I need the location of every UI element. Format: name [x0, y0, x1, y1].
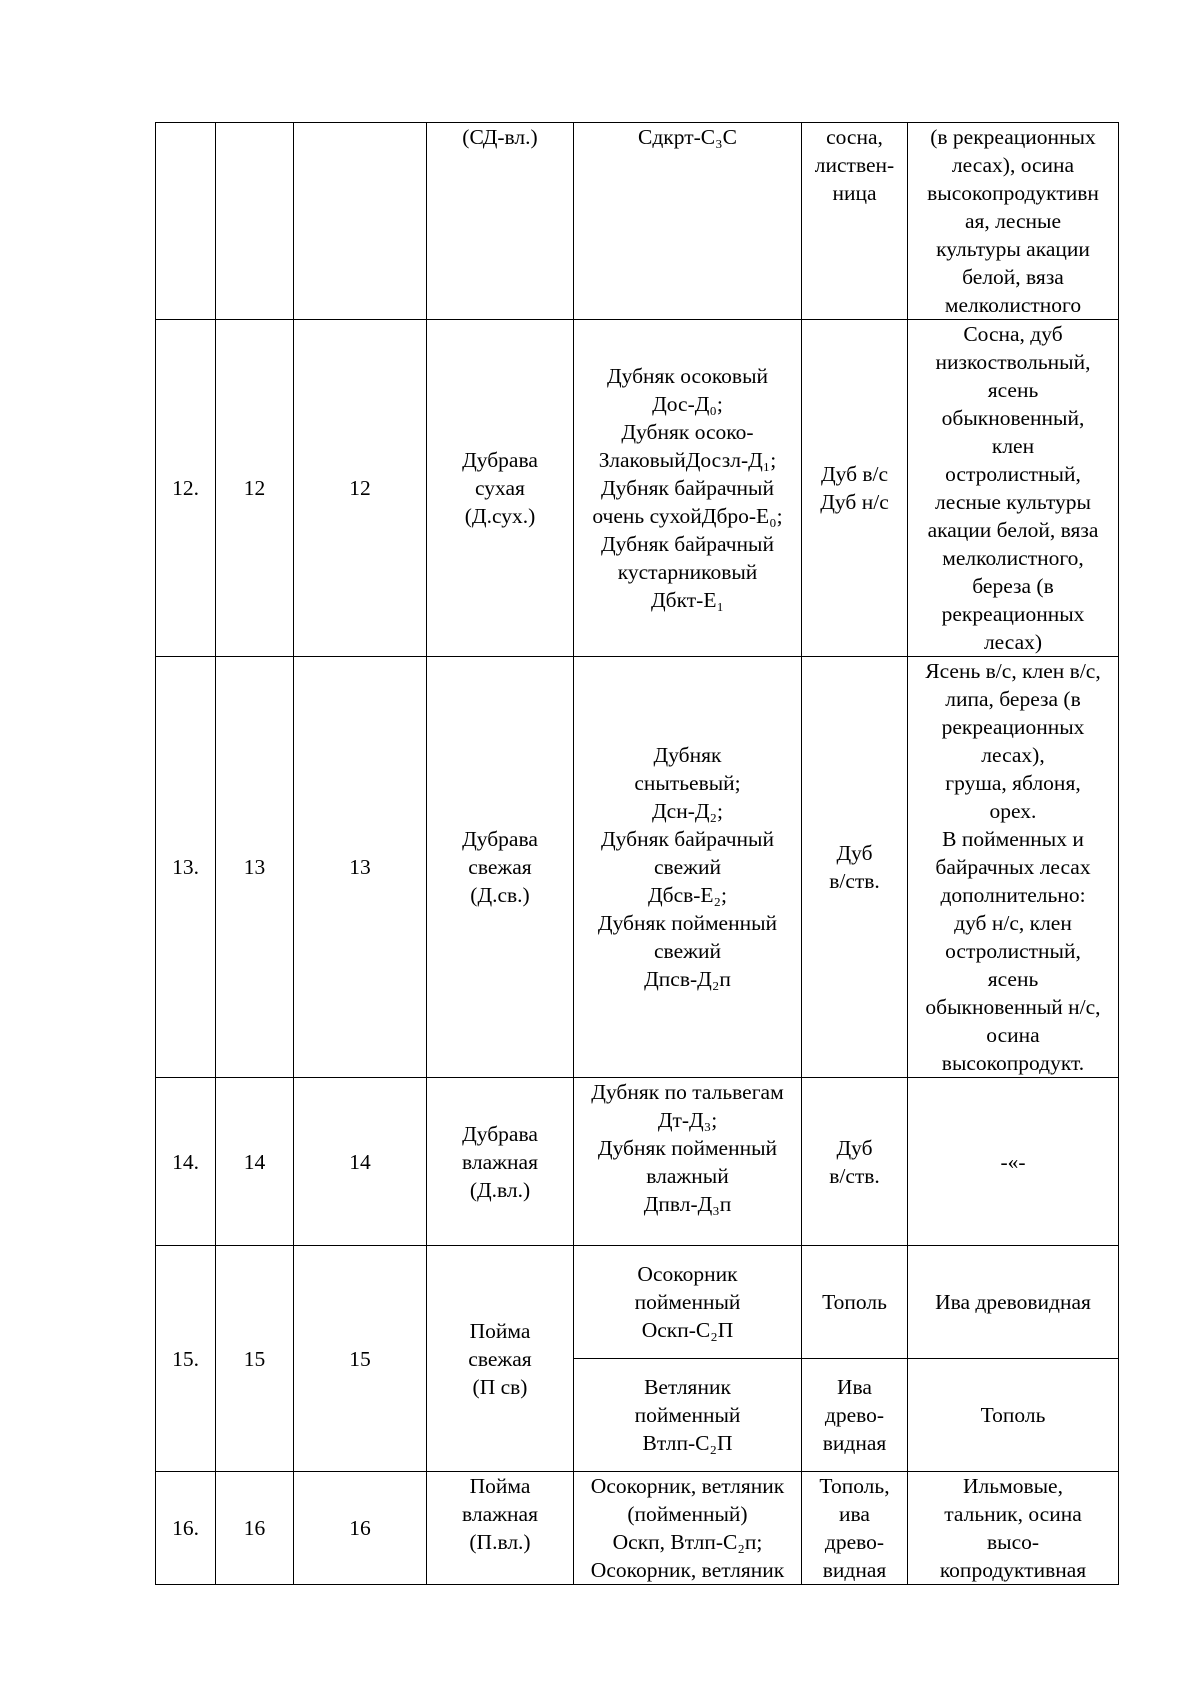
cell-text-line: береза (в: [972, 574, 1054, 598]
cell-text-line: ница: [832, 181, 877, 205]
cell-text-line: осина: [986, 1023, 1040, 1047]
cell-text-line: Дпвл-Д₃п: [643, 1192, 732, 1216]
cell-text-line: Дубрава: [462, 827, 538, 851]
forest-type-cell: [427, 1246, 574, 1472]
cell-text-line: Ильмовые,: [963, 1474, 1063, 1498]
cell-text-line: рекреационных: [941, 715, 1085, 739]
row-number-cell: 14.: [156, 1078, 216, 1246]
cell-text-line: Дт-Д₃;: [657, 1108, 718, 1132]
code-cell: 16: [216, 1472, 294, 1585]
cell-text-line: лесные культуры: [935, 490, 1091, 514]
cell-text-line: обыкновенный н/с,: [925, 995, 1101, 1019]
cell-text-line: Дуб в/с: [820, 462, 889, 486]
secondary-species-cell: [908, 1359, 1119, 1472]
cell-text-line: влажная: [462, 1149, 538, 1174]
main-species-cell: [802, 1472, 908, 1585]
cell-text-line: высокопродуктивн: [927, 181, 1099, 205]
table-row: [156, 1246, 1119, 1359]
forest-type-cell: [427, 123, 574, 320]
secondary-species-cell: [908, 320, 1119, 657]
cell-text-line: Тополь: [822, 1290, 887, 1314]
row-number-cell: 13.: [156, 657, 216, 1078]
cell-text-line: Оскп-С₂П: [641, 1318, 734, 1342]
code-cell: [294, 123, 427, 320]
cell-text-line: Пойма: [469, 1318, 531, 1343]
code-cell: 14: [216, 1078, 294, 1246]
cell-text-line: древо-: [824, 1530, 885, 1554]
table-row: [156, 320, 1119, 657]
cell-text-line: видная: [822, 1431, 887, 1455]
cell-text-line: (П св): [472, 1374, 528, 1399]
cell-text-line: Ива древовидная: [935, 1290, 1091, 1314]
cell-text-line: пойменный: [634, 1290, 741, 1314]
secondary-species-cell: [908, 657, 1119, 1078]
code-cell: 16: [294, 1472, 427, 1585]
main-species-cell: [802, 1078, 908, 1246]
forest-types-table: [155, 122, 1119, 1585]
cell-text-line: листвен-: [814, 153, 895, 177]
cell-text-line: (в рекреационных: [930, 125, 1096, 149]
cell-text-line: Ветляник: [644, 1375, 731, 1399]
cell-text-line: Оскп, Втлп-С₂п;: [612, 1530, 763, 1554]
cell-text-line: ясень: [987, 378, 1039, 402]
main-species-cell: [802, 1246, 908, 1359]
cell-text-line: (Д.сух.): [464, 504, 536, 528]
cell-text-line: Дубняк байрачный: [601, 827, 774, 851]
cell-text-line: очень сухойДбро-Е₀;: [592, 504, 783, 528]
cell-text-line: сосна,: [826, 125, 883, 149]
main-species-cell: [802, 1359, 908, 1472]
cell-text-line: Дубрава: [462, 448, 538, 472]
cell-text-line: орех.: [989, 799, 1037, 823]
subtype-cell: [574, 1246, 802, 1359]
cell-text-line: Дубрава: [462, 1121, 538, 1146]
cell-text-line: Дос-Д₀;: [652, 392, 723, 416]
cell-text-line: Дубняк пойменный: [597, 911, 778, 935]
code-cell: 15: [216, 1246, 294, 1472]
cell-text-line: Сдкрт-С₃С: [638, 125, 737, 149]
cell-text-line: свежий: [654, 939, 721, 963]
cell-text-line: копродуктивная: [939, 1558, 1087, 1582]
cell-text-line: (пойменный): [627, 1502, 748, 1526]
cell-text-line: Втлп-С₂П: [642, 1431, 733, 1455]
code-cell: 13: [216, 657, 294, 1078]
cell-text-line: в/ств.: [829, 869, 880, 893]
cell-text-line: Тополь,: [819, 1474, 890, 1498]
cell-text-line: влажная: [462, 1502, 538, 1526]
subtype-cell: [574, 1472, 802, 1585]
cell-text-line: древо-: [824, 1403, 885, 1427]
subtype-cell: [574, 1078, 802, 1246]
cell-text-line: Дбсв-Е₂;: [647, 883, 728, 907]
cell-text-line: -«-: [1000, 1149, 1026, 1174]
cell-text-line: Дубняк пойменный: [597, 1136, 778, 1160]
cell-text-line: кустарниковый: [617, 560, 758, 584]
cell-text-line: в/ств.: [829, 1163, 880, 1188]
cell-text-line: ива: [839, 1502, 870, 1526]
cell-text-line: мелколистного,: [942, 546, 1084, 570]
cell-text-line: клен: [991, 434, 1035, 458]
cell-text-line: высо-: [986, 1530, 1040, 1554]
cell-text-line: высокопродукт.: [941, 1051, 1085, 1075]
cell-text-line: тальник, осина: [944, 1502, 1082, 1526]
cell-text-line: Тополь: [980, 1403, 1046, 1427]
code-cell: 13: [294, 657, 427, 1078]
cell-text-line: Сосна, дуб: [963, 322, 1063, 346]
code-cell: 15: [294, 1246, 427, 1472]
secondary-species-cell: [908, 1078, 1119, 1246]
cell-text-line: Дуб: [836, 841, 873, 865]
cell-text-line: Дпсв-Д₂п: [644, 967, 731, 991]
row-number-cell: 12.: [156, 320, 216, 657]
cell-text-line: (Д.вл.): [469, 1177, 531, 1202]
cell-text-line: свежий: [654, 855, 721, 879]
code-cell: 12: [294, 320, 427, 657]
row-number-cell: 16.: [156, 1472, 216, 1585]
cell-text-line: снытьевый;: [634, 771, 741, 795]
cell-text-line: мелколистного: [944, 293, 1082, 317]
cell-text-line: Дубняк байрачный: [601, 476, 774, 500]
cell-text-line: Дбкт-Е₁: [651, 588, 724, 612]
cell-text-line: ясень: [987, 967, 1039, 991]
cell-text-line: свежая: [468, 1346, 532, 1371]
cell-text-line: пойменный: [634, 1403, 741, 1427]
cell-text-line: байрачных лесах: [935, 855, 1091, 879]
subtype-cell: [574, 320, 802, 657]
cell-text-line: Пойма: [469, 1474, 531, 1498]
cell-text-line: Осокорник, ветляник: [590, 1558, 785, 1582]
cell-text-line: груша, яблоня,: [945, 771, 1081, 795]
cell-text-line: Дубняк осоко-: [621, 420, 754, 444]
cell-text-line: липа, береза (в: [945, 687, 1081, 711]
cell-text-line: сухая: [475, 476, 525, 500]
cell-text-line: Ива: [837, 1375, 872, 1399]
cell-text-line: влажный: [646, 1164, 729, 1188]
table-row: [156, 657, 1119, 1078]
subtype-cell: [574, 657, 802, 1078]
cell-text-line: Осокорник: [637, 1262, 738, 1286]
main-species-cell: [802, 320, 908, 657]
table-row: [156, 1472, 1119, 1585]
cell-text-line: Дубняк байрачный: [601, 532, 774, 556]
code-cell: 14: [294, 1078, 427, 1246]
cell-text-line: обыкновенный,: [941, 406, 1085, 430]
secondary-species-cell: [908, 1246, 1119, 1359]
main-species-cell: [802, 657, 908, 1078]
cell-text-line: (П.вл.): [469, 1530, 531, 1554]
forest-type-cell: [427, 1078, 574, 1246]
cell-text-line: Дсн-Д₂;: [651, 799, 723, 823]
secondary-species-cell: [908, 1472, 1119, 1585]
forest-type-cell: [427, 320, 574, 657]
cell-text-line: лесах), осина: [951, 153, 1075, 177]
code-cell: [216, 123, 294, 320]
cell-text-line: культуры акации: [936, 237, 1090, 261]
cell-text-line: В пойменных и: [942, 827, 1084, 851]
code-cell: 12: [216, 320, 294, 657]
cell-text-line: Осокорник, ветляник: [590, 1474, 785, 1498]
cell-text-line: белой, вяза: [962, 265, 1064, 289]
cell-text-line: (Д.св.): [470, 883, 530, 907]
cell-text-line: дополнительно:: [940, 883, 1086, 907]
cell-text-line: (СД-вл.): [462, 125, 538, 149]
cell-text-line: Ясень в/с, клен в/с,: [925, 659, 1101, 683]
cell-text-line: дуб н/с, клен: [954, 911, 1072, 935]
cell-text-line: Дубняк осоковый: [606, 364, 769, 388]
forest-type-cell: [427, 1472, 574, 1585]
secondary-species-cell: [908, 123, 1119, 320]
table-row: [156, 123, 1119, 320]
forest-type-cell: [427, 657, 574, 1078]
subtype-cell: [574, 123, 802, 320]
cell-text-line: видная: [822, 1558, 887, 1582]
table-row: [156, 1078, 1119, 1246]
cell-text-line: лесах),: [981, 743, 1045, 767]
cell-text-line: Дубняк по тальвегам: [591, 1080, 784, 1104]
cell-text-line: рекреационных: [941, 602, 1085, 626]
subtype-cell: [574, 1359, 802, 1472]
cell-text-line: акации белой, вяза: [927, 518, 1099, 542]
cell-text-line: лесах): [983, 630, 1043, 654]
cell-text-line: ая, лесные: [964, 209, 1062, 233]
row-number-cell: [156, 123, 216, 320]
main-species-cell: [802, 123, 908, 320]
cell-text-line: ЗлаковыйДосзл-Д₁;: [598, 448, 777, 472]
cell-text-line: Дуб н/с: [820, 490, 889, 514]
row-number-cell: 15.: [156, 1246, 216, 1472]
cell-text-line: остролистный,: [945, 462, 1081, 486]
cell-text-line: Дубняк: [653, 743, 722, 767]
cell-text-line: низкоствольный,: [935, 350, 1091, 374]
cell-text-line: остролистный,: [945, 939, 1081, 963]
cell-text-line: Дуб: [836, 1135, 873, 1160]
cell-text-line: свежая: [468, 855, 532, 879]
